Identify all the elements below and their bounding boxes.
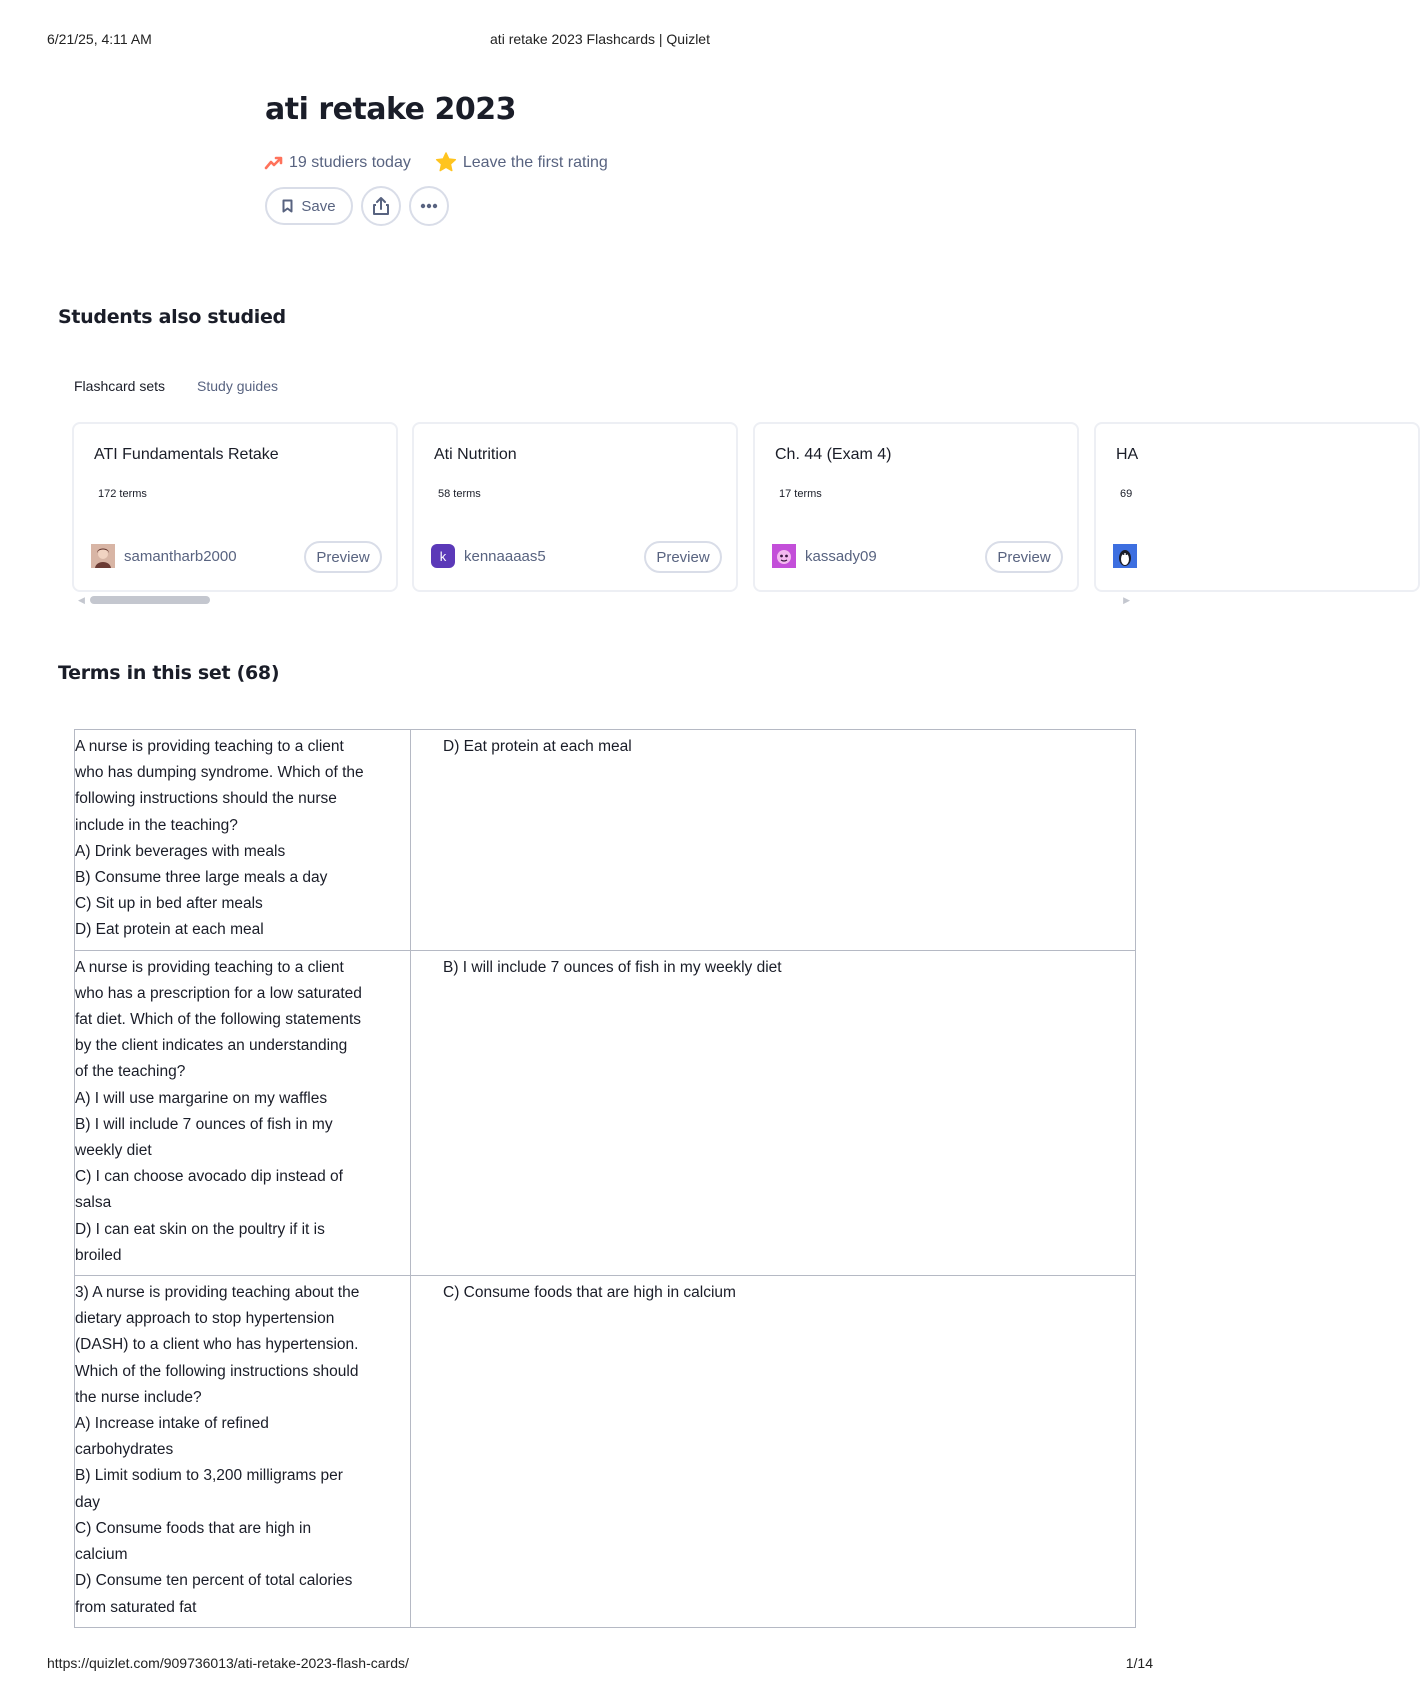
rating-text: Leave the first rating	[462, 153, 608, 171]
study-card[interactable]	[72, 422, 398, 592]
card-title: Ati Nutrition	[434, 446, 517, 463]
card-title: ATI Fundamentals Retake	[94, 446, 279, 463]
cartoon-avatar-icon	[772, 544, 796, 568]
scroll-thumb[interactable]	[90, 596, 210, 604]
table-row	[75, 730, 1136, 951]
term-text: A nurse is providing teaching to a client who has a prescription for a low saturated fat diet. Which of the following statements by the client indicates an understanding of the teaching? A) I will use margarine on my waffles B) I will include 7 ounces of fish in my weekly diet C) I can choose avocado dip instead of salsa D) I can eat skin on the poultry if it is broiled	[75, 950, 411, 1275]
star-icon	[435, 152, 457, 173]
print-date: 6/21/25, 4:11 AM	[47, 31, 152, 47]
card-title: HA	[1116, 446, 1139, 463]
print-doc-title: ati retake 2023 Flashcards | Quizlet	[490, 31, 710, 47]
study-tabs	[74, 378, 310, 394]
terms-heading: Terms in this set (68)	[58, 662, 280, 684]
avatar-letter: k	[439, 548, 447, 564]
study-card[interactable]	[753, 422, 1079, 592]
share-icon	[372, 196, 390, 216]
print-footer	[47, 1655, 1153, 1671]
students-also-studied-heading: Students also studied	[58, 306, 286, 328]
page-number: 1/14	[1125, 1655, 1153, 1671]
preview-button[interactable]: Preview	[644, 541, 722, 573]
set-header	[265, 92, 608, 215]
set-stats	[265, 152, 608, 173]
save-button[interactable]	[265, 187, 353, 225]
avatar	[772, 544, 796, 568]
share-button[interactable]	[361, 186, 401, 226]
card-term-count: 17 terms	[779, 488, 822, 500]
card-title: Ch. 44 (Exam 4)	[775, 446, 892, 463]
avatar	[91, 544, 115, 568]
more-icon	[420, 203, 438, 209]
table-row	[75, 1276, 1136, 1628]
definition-text: C) Consume foods that are high in calcium	[411, 1276, 1136, 1628]
print-header	[47, 31, 1153, 51]
term-text: 3) A nurse is providing teaching about the dietary approach to stop hypertension (DASH) to a client who has hypertension. Which of the following instructions should the nurse include? A) Increase intake of refined carbohydrates B) Limit sodium to 3,200 milligrams per day C) Consume foods that are high in calcium D) Consume ten percent of total calories from saturated fat	[75, 1276, 411, 1628]
bookmark-icon	[282, 199, 293, 213]
card-term-count: 69	[1120, 488, 1133, 500]
study-carousel	[72, 422, 1139, 612]
avatar	[1113, 544, 1137, 568]
preview-button[interactable]: Preview	[304, 541, 382, 573]
card-username[interactable]: samantharb2000	[124, 548, 237, 565]
study-card[interactable]	[1094, 422, 1420, 592]
definition-text: B) I will include 7 ounces of fish in my weekly diet	[411, 950, 1136, 1275]
terms-table	[74, 729, 1136, 1628]
term-text: A nurse is providing teaching to a client who has dumping syndrome. Which of the following instructions should the nurse include in the teaching? A) Drink beverages with meals B) Consume three large meals a day C) Sit up in bed after meals D) Eat protein at each meal	[75, 730, 411, 951]
set-actions	[265, 186, 449, 226]
preview-button[interactable]: Preview	[985, 541, 1063, 573]
definition-text: D) Eat protein at each meal	[411, 730, 1136, 951]
studiers-text: 19 studiers today	[289, 153, 411, 171]
study-card[interactable]	[412, 422, 738, 592]
tab-flashcard-sets[interactable]: Flashcard sets	[74, 378, 166, 394]
tab-study-guides[interactable]: Study guides	[197, 378, 278, 394]
card-term-count: 172 terms	[98, 488, 147, 500]
card-term-count: 58 terms	[438, 488, 481, 500]
carousel-scrollbar[interactable]	[72, 594, 1136, 606]
avatar	[431, 544, 455, 568]
page-title: ati retake 2023	[265, 92, 516, 127]
save-label: Save	[301, 197, 336, 215]
scroll-right-icon[interactable]: ▶	[1123, 595, 1130, 605]
print-url: https://quizlet.com/909736013/ati-retake-2023-flash-cards/	[47, 1655, 409, 1671]
studiers-stat	[265, 154, 411, 172]
user-photo-icon	[91, 544, 115, 568]
card-username[interactable]: kassady09	[805, 548, 877, 565]
trend-up-icon	[265, 156, 283, 170]
table-row	[75, 950, 1136, 1275]
rating-link[interactable]	[435, 152, 608, 173]
penguin-avatar-icon	[1113, 544, 1137, 568]
scroll-left-icon[interactable]: ◀	[78, 595, 85, 605]
more-button[interactable]	[409, 186, 449, 226]
card-username[interactable]: kennaaaas5	[464, 548, 546, 565]
